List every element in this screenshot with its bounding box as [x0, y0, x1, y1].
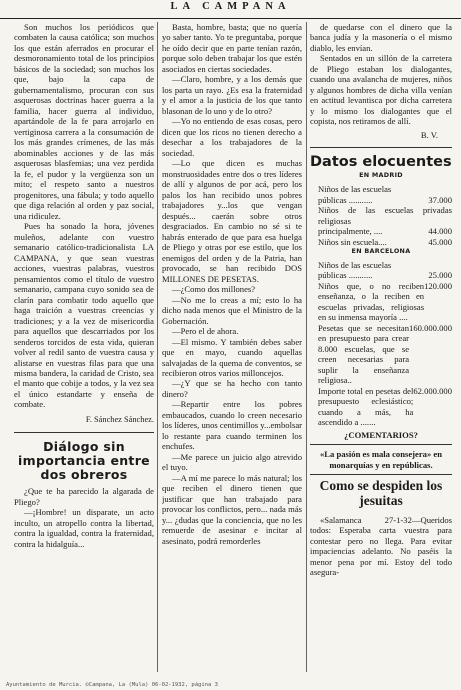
dialogue-line: ¿Que te ha parecido la algarada de Pliego? [14, 486, 154, 507]
dialogue-line: —¿Y que se ha hecho con tanto dinero? [162, 378, 302, 399]
list-item: Niños sin escuela.... 45.000 [318, 236, 452, 247]
dialogue-line: —Me parece un juicio algo atrevido el tuyo. [162, 451, 302, 473]
column-3 [310, 22, 452, 672]
list-item: Importe total en pesetas del presupuesto eclesiástico; cuando a más, ha ascendido a ....... 62.000.000 [318, 385, 452, 428]
article-signature: B. V. [420, 129, 438, 140]
masthead [0, 0, 461, 19]
barcelona-list [310, 260, 452, 428]
list-item: Niños de las escuelas [318, 184, 392, 195]
list-item: Niños de las escuelas privadas religiosas [318, 205, 452, 226]
jesuitas-headline: Como se despiden los jesuitas [319, 478, 443, 508]
column-divider [306, 22, 307, 672]
article-paragraph: «Salamanca 27-1-32—Queridos todos: Esperaba carta vuestra para contestar pero no llega. Para evitar impaciencias adelanto. No paséis la menor pena por mí. Estoy del todo asegura- [310, 514, 452, 578]
article-paragraph: Pues ha sonado la hora, jóvenes muleños, adelante con vuestro semanario católico-tradicionalista LA CAMPANA, y que sean vuestras acciones, vuestras palabras, vuestros pensamientos como el título de vuestro semanario, campana cuyo sonido sea de clarín para combatir todo aquello que haga traición a vuestras creencias y tradiciones; y a la vez de misericordia para aquellos que descarriados por los senderos torcidos de esta vida, quieran volver al redil santo de vuestra causa y alistarse en vuestras filas para que una misma bandera, la caridad de Cristo, sea el manto que cobije a todos, y la vez sea el único estandarte y enseña de combate. [14, 221, 154, 410]
list-item: públicas ........... 37.000 [318, 194, 452, 205]
dialogue-line: —A mí me parece lo más natural; los que reciben el dinero tienen que justificar que han trabajado para provocar los conflictos, pero... nada más y... ¿dudas que la conciencia, que no les remuerde de asesinar e incitar al asesinato, podrá remorderles [162, 472, 302, 546]
dialogue-headline: Diálogo sin importancia entre dos obreros [18, 439, 150, 482]
dialogue-line: —Lo que dicen es muchas monstruosidades entre dos o tres líderes de allí y algunos de por acá, pero los palos los han recibido unos pobres trabajadores y...los que vengan después... caerán sobre otros desgraciados. En cambio no sé si te habrás enterado de que para esa huelga de Pliego y otras por ese estilo, que los enemigos del orden y de la Patria, han provocado, se han recibido DOS MILLONES DE PESETAS. [162, 158, 302, 284]
article-paragraph: Sentados en un sillón de la carretera de Pliego estaban los dialogantes, cuando una avalancha de mujeres, niños y algunos hombres de dicha villa venían en actitud levantisca por dicha carretera y lo mismo los dialogantes que el copista, nos retiramos de allí. [310, 53, 452, 127]
divider [14, 432, 154, 433]
dialogue-line: —No me lo creas a mí; esto lo ha dicho nada menos que el Ministro de la Gobernación. [162, 294, 302, 326]
column-1 [14, 22, 154, 672]
dialogue-line: —¿Como dos millones? [172, 284, 256, 295]
article-paragraph: Son muchos los periódicos que combaten la causa católica; son muchos los que están aferrados en procurar el desmoronamiento total de los principios básicos de la sociedad; son muchos los que, bajo la capa de gubernamentalismo, procuran con sus asquerosas doctrinas hacer guerra a la familia, hacer guerra al individuo, apartándole de la fe para arrojarlo en vertiginosa carrera a la consumación de los más grandes crímenes, de las más abominables acciones y de las más asquerosas blasfemias; una vez perdida la fe, el pudor y la vergüenza son un mito; el respeto santo a nuestros progenitores, una fábula; y todo aquello que diga relación al orden y paz social, una ridiculez. [14, 22, 154, 221]
article-paragraph: de quedarse con el dinero que la banca judía y la masonería o el mismo diablo, les envían. [310, 22, 452, 53]
divider [310, 444, 452, 445]
section-barcelona: EN BARCELONA [351, 246, 411, 255]
madrid-list [310, 184, 452, 247]
divider [310, 147, 452, 148]
list-item: principalmente, .... 44.000 [318, 226, 452, 237]
article-signature: F. Sánchez Sánchez. [85, 414, 154, 424]
section-madrid: EN MADRID [359, 171, 403, 180]
datos-headline: Datos elocuentes [310, 154, 452, 171]
newspaper-title: LA CAMPANA [170, 1, 291, 12]
dialogue-line: —¡Hombre! un disparate, un acto inculto, un atropello contra la libertad, contra la igualdad, contra la fraternidad, contra la hidalguía... [14, 507, 154, 549]
divider [310, 474, 452, 475]
list-item: Niños que, o no reciben enseñanza, o la reciben en escuelas privadas, religiosas en su inmensa mayoría .... 120.000 [318, 280, 452, 323]
archive-footer: Ayuntamiento de Murcia. ©Campana, La (Mula) 06-02-1932, página 3 [6, 682, 218, 688]
column-2 [162, 22, 302, 672]
dialogue-line: —Claro, hombre, y a los demás que los parta un rayo. ¿Es esa la fraternidad y el amor a la justicia de los que tanto blasonan de lo uno y de lo otro? [162, 74, 302, 116]
dialogue-line: —Yo no entiendo de esas cosas, pero dicen que los ricos no tienen derecho a desechar a los trabajadores de la sociedad. [162, 116, 302, 158]
dialogue-line: Basta, hombre, basta; que no quería yo saber tanto. Yo te preguntaba, porque he oído decir que en parte tenían razón, porque solo deben trabajar los que estén asociados en ciertas sociedades. [162, 22, 302, 74]
slogan: «La pasión es mala consejera» en monarquías y en repúblicas. [320, 449, 442, 470]
list-item: Niños de las escuelas [318, 259, 392, 270]
dialogue-line: —El mismo. Y también debes saber que en mayo, cuando aquellas salvajadas de la quema de conventos, se recibieron otros varios milloncejos. [162, 336, 302, 378]
comentarios-label: ¿COMENTARIOS? [344, 429, 418, 440]
list-item: públicas ........... 25.000 [318, 270, 452, 281]
dialogue-line: —Repartir entre los pobres embaucados, cuando lo creen necesario los líderes, unos centimillos y...embolsar lo restante para cuando terminen los enchufes. [162, 399, 302, 452]
dialogue-line: —Pero el de ahora. [172, 326, 239, 337]
column-divider [157, 22, 158, 672]
list-item: Pesetas que se necesitan en presupuesto para crear 8.000 escuelas, que se creen necesarias para suplir la enseñanza religiosa.. 160.000.000 [318, 322, 452, 386]
